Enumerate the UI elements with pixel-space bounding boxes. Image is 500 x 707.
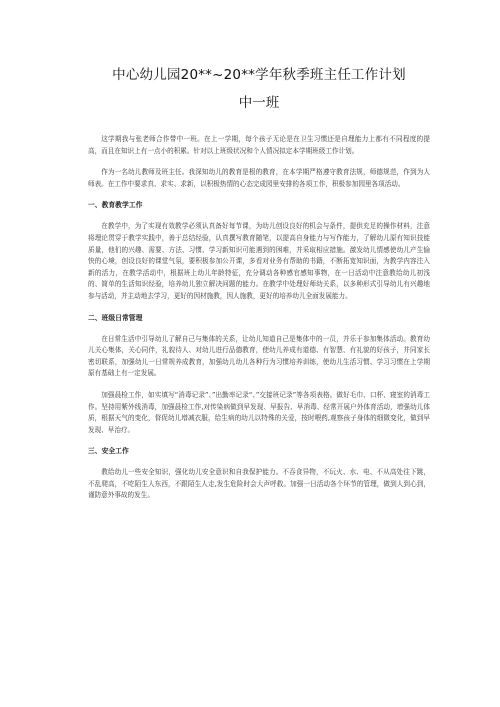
section-heading-safety: 三、安全工作 — [88, 447, 129, 456]
section-paragraph: 在教学中，为了实现有效教学必须认真备好每节课，为幼儿创设良好的机会与条件，提供充足的操作材料，注意将理论贯穿于教学实践中，善于总结经验，认真撰写教育随笔，以提高自身能力与写作能力，了解幼儿原有知识技能质量，他们的兴趣、需要、方法、习惯、学习新知识可能遇到的困难，并采取相应措施。激发幼儿情感使幼儿产生愉快的心境，创设良好的课堂气氛，要积极参加公开课，多看对业务有帮助的书籍，不断拓宽知识面，为教学内容注入新的活力，在教学活动中，根据班上幼儿年龄特征，充分调动各种感官感知事物，在一日活动中注意教给幼儿初浅的、简单的生活知识经验，培养幼儿独立解决问题的能力。在教学中处理好师幼关系，以多种形式引导幼儿有兴趣地参与活动，并主动地去学习，更好的因材施教，因人施教，更好的培养幼儿全面发展能力。 — [88, 222, 430, 300]
document-subtitle: 中一班 — [238, 95, 280, 111]
section-heading-class-management: 二、班级日常管理 — [88, 313, 143, 322]
intro-paragraph: 这学期我与张老师合作带中一班。在上一学期，每个孩子无论是在卫生习惯还是自理能力上都有不同程度的提高，而且在知识上有一点小的积累。针对以上班级状况和个人情况拟定本学期班级工作计划。 — [88, 135, 430, 155]
intro-paragraph: 作为一名幼儿教师及班主任。我深知幼儿的教育是根的教育，在本学期严格遵守教育法规，师德规范，作到为人师表。在工作中要求真、求实、求新，以积极热情的心态完成园里安排的各项工作，积极参加园里各项活动。 — [88, 168, 430, 188]
document-title: 中心幼儿园20**~20**学年秋季班主任工作计划 — [112, 67, 406, 83]
section-paragraph: 加强晨检工作，如实填写“消毒记录”、”出勤率记录“、”交接班记录”等各项表格。做好毛巾、口杯、寝室的消毒工作。坚持用紫外线消毒，加强晨检工作,对传染病做到早发现、早报告、早消毒、经常开展户外体育活动，增强幼儿体质，根据天气的变化，督促幼儿增减衣服，给生病的幼儿以特殊的关爱，按时喂药,观察孩子身体的细微变化，做到早发现、早治疗。 — [88, 390, 430, 434]
section-paragraph: 在日常生活中引导幼儿了解自己与集体的关系，让幼儿知道自己是集体中的一员，并乐于参加集体活动。教育幼儿关心集体，关心同伴，礼貌待人、对幼儿进行品德教育，使幼儿养成有道德、有智慧、有礼貌的好孩子，并同家长密切联系，加强幼儿一日常规养成教育，加强幼儿幼儿各种行为习惯培养训练，使幼儿生活习惯、学习习惯在上学期原有基础上有一定发展。 — [88, 334, 430, 378]
section-paragraph: 教给幼儿一些安全知识，强化幼儿安全意识和自我保护能力。不吞食异物，不玩火、水、电、不从高处往下跳，不乱爬高，不吃陌生人东西，不跟陌生人走,发生危险时会大声呼救。加强一日活动各个环节的管理，做到人到心到，谨防意外事故的发生。 — [88, 468, 430, 500]
section-heading-teaching: 一、教育教学工作 — [88, 201, 143, 210]
